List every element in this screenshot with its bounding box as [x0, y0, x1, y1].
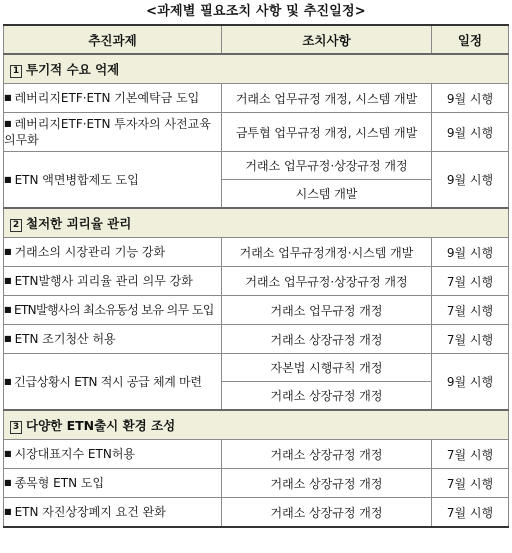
bullet-icon: ■ [4, 376, 12, 386]
schedule-table [3, 24, 509, 528]
bullet-icon: ■ [4, 93, 12, 102]
action-cell: 거래소 상장규정 개정 [222, 469, 432, 498]
task-text: 시장대표지수 ETN허용 [14, 447, 136, 461]
task-cell [4, 296, 222, 325]
bullet-icon: ■ [4, 276, 12, 285]
table-row [4, 440, 509, 469]
task-cell [4, 440, 222, 469]
task-cell [4, 354, 222, 411]
schedule-cell: 7월 시행 [432, 440, 509, 469]
action-cell: 자본법 시행규칙 개정 [222, 354, 432, 382]
table-row [4, 354, 509, 382]
action-cell: 거래소 업무규정·상장규정 개정 [222, 267, 432, 296]
bullet-icon: ■ [4, 119, 12, 128]
bullet-icon: ■ [4, 247, 12, 256]
section-title-cell [4, 208, 509, 238]
task-cell [4, 84, 222, 113]
task-cell [4, 267, 222, 296]
action-cell: 거래소 상장규정 개정 [222, 440, 432, 469]
action-cell: 거래소 상장규정 개정 [222, 325, 432, 354]
table-row [4, 238, 509, 267]
task-cell [4, 498, 222, 528]
action-cell: 거래소 업무규정 개정, 시스템 개발 [222, 84, 432, 113]
task-cell [4, 152, 222, 209]
header-task: 추진과제 [4, 25, 222, 54]
schedule-cell: 9월 시행 [432, 354, 509, 411]
bullet-icon: ■ [4, 174, 12, 184]
bullet-icon: ■ [4, 507, 12, 516]
schedule-cell: 7월 시행 [432, 498, 509, 528]
schedule-cell: 9월 시행 [432, 113, 509, 152]
section-row [4, 54, 509, 84]
section-title-cell [4, 54, 509, 84]
task-text: ETN 자진상장폐지 요건 완화 [14, 505, 166, 519]
action-cell: 거래소 상장규정 개정 [222, 498, 432, 528]
table-row [4, 325, 509, 354]
schedule-cell: 9월 시행 [432, 152, 509, 209]
table-header-row [4, 25, 509, 54]
bullet-icon: ■ [4, 478, 12, 487]
section-title-cell [4, 410, 509, 440]
page-title: <과제별 필요조치 사항 및 추진일정> [146, 4, 366, 19]
task-cell [4, 325, 222, 354]
task-text: 긴급상황시 ETN 적시 공급 체계 마련 [14, 374, 202, 389]
action-cell: 금투협 업무규정 개정, 시스템 개발 [222, 113, 432, 152]
table-row [4, 498, 509, 528]
action-cell: 거래소 업무규정개정·시스템 개발 [222, 238, 432, 267]
bullet-icon: ■ [4, 305, 11, 314]
task-text: ETN 액면병합제도 도입 [14, 172, 139, 187]
schedule-cell: 7월 시행 [432, 469, 509, 498]
task-text: ETN발행사의 최소유동성 보유 의무 도입 [13, 303, 214, 317]
section-row [4, 410, 509, 440]
schedule-cell: 9월 시행 [432, 238, 509, 267]
schedule-cell: 7월 시행 [432, 267, 509, 296]
section-number-box: 2 [10, 219, 22, 232]
section-title: 투기적 수요 억제 [26, 62, 120, 77]
bullet-icon: ■ [4, 334, 12, 343]
task-text: 거래소의 시장관리 기능 강화 [14, 245, 166, 259]
task-text: ETN 조기청산 허용 [14, 332, 116, 346]
task-cell [4, 238, 222, 267]
table-row [4, 152, 509, 180]
table-row [4, 113, 509, 152]
schedule-cell: 9월 시행 [432, 84, 509, 113]
task-cell [4, 469, 222, 498]
section-number-box: 1 [10, 65, 22, 78]
section-title: 철저한 괴리율 관리 [26, 216, 132, 231]
table-row [4, 84, 509, 113]
task-text: 레버리지ETF·ETN 기본예탁금 도입 [14, 91, 200, 105]
action-cell: 시스템 개발 [222, 180, 432, 209]
bullet-icon: ■ [4, 449, 12, 458]
action-cell: 거래소 업무규정·상장규정 개정 [222, 152, 432, 180]
section-title: 다양한 ETN출시 환경 조성 [26, 418, 176, 433]
task-text: 레버리지ETF·ETN 투자자의 사전교육 의무화 [4, 117, 211, 147]
header-action: 조치사항 [222, 25, 432, 54]
task-text: ETN발행사 괴리율 관리 의무 강화 [14, 274, 193, 288]
action-cell: 거래소 업무규정 개정 [222, 296, 432, 325]
table-row [4, 469, 509, 498]
section-row [4, 208, 509, 238]
task-cell [4, 113, 222, 152]
section-number-box: 3 [10, 421, 22, 434]
schedule-cell: 7월 시행 [432, 325, 509, 354]
schedule-cell: 7월 시행 [432, 296, 509, 325]
action-cell: 거래소 상장규정 개정 [222, 382, 432, 411]
task-text: 종목형 ETN 도입 [14, 476, 105, 490]
header-schedule: 일정 [432, 25, 509, 54]
table-row [4, 296, 509, 325]
table-row [4, 267, 509, 296]
